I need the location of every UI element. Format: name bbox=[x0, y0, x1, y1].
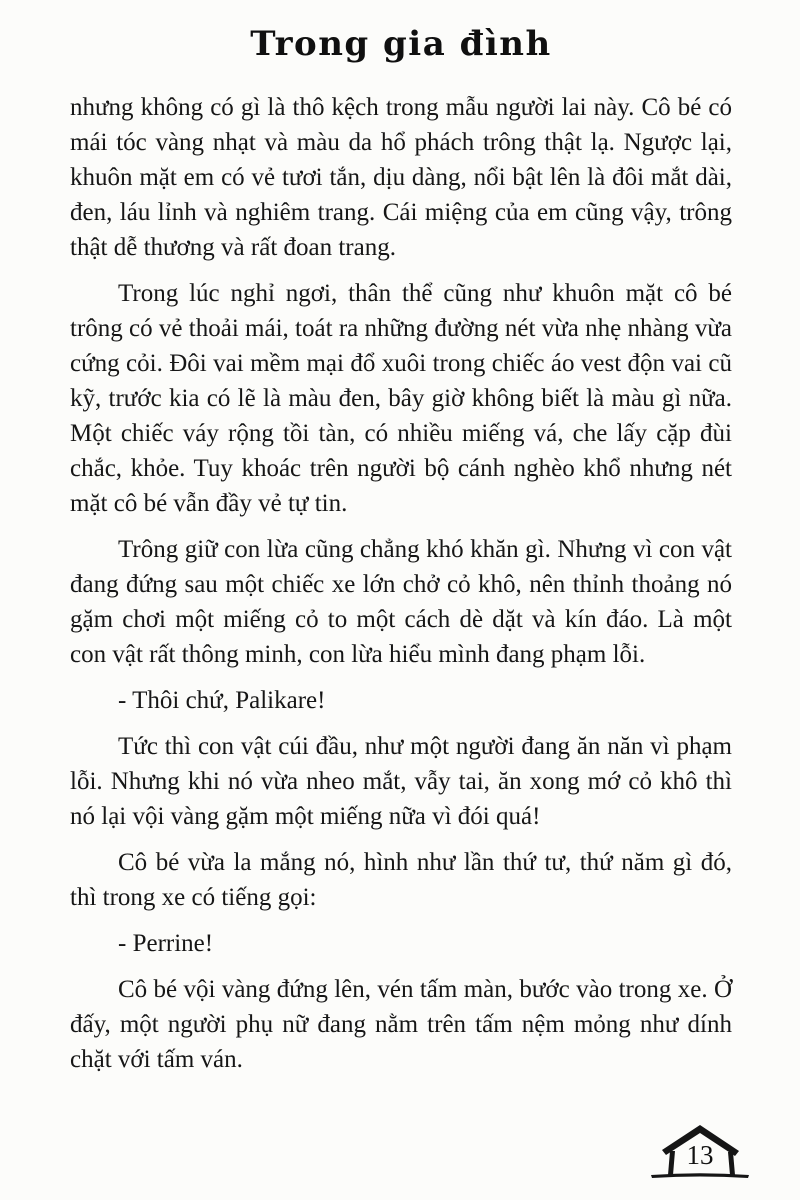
paragraph-3: Trông giữ con lừa cũng chẳng khó khăn gì. Nhưng vì con vật đang đứng sau một chiếc xe lớn chở cỏ khô, nên thỉnh thoảng nó gặm chơi một miếng cỏ to một cách dè dặt và kín đáo. Là một con vật rất thông minh, con lừa hiểu mình đang phạm lỗi. bbox=[70, 536, 732, 668]
paragraph-8: Cô bé vội vàng đứng lên, vén tấm màn, bước vào trong xe. Ở đấy, một người phụ nữ đang nằm trên tấm nệm mỏng như dính chặt với tấm ván. bbox=[70, 976, 732, 1073]
paragraph-4: - Thôi chứ, Palikare! bbox=[118, 687, 326, 714]
paragraph-5: Tức thì con vật cúi đầu, như một người đang ăn năn vì phạm lỗi. Nhưng khi nó vừa nheo mắt, vẫy tai, ăn xong mớ cỏ khô thì nó lại vội vàng gặm một miếng nữa vì đói quá! bbox=[70, 733, 732, 830]
paragraph-1: nhưng không có gì là thô kệch trong mẫu người lai này. Cô bé có mái tóc vàng nhạt và màu da hổ phách trông thật lạ. Ngược lại, khuôn mặt em có vẻ tươi tắn, dịu dàng, nổi bật lên là đôi mắt dài, đen, láu lỉnh và nghiêm trang. Cái miệng của em cũng vậy, trông thật dễ thương và rất đoan trang. bbox=[70, 94, 732, 261]
page-number-house-badge bbox=[648, 1118, 752, 1184]
page-number: 13 bbox=[686, 1140, 714, 1170]
page-body bbox=[70, 90, 732, 1077]
chapter-title: Trong gia đình bbox=[250, 24, 552, 64]
paragraph-6: Cô bé vừa la mắng nó, hình như lần thứ tư, thứ năm gì đó, thì trong xe có tiếng gọi: bbox=[70, 849, 732, 911]
paragraph-7: - Perrine! bbox=[118, 930, 214, 957]
paragraph-2: Trong lúc nghỉ ngơi, thân thể cũng như khuôn mặt cô bé trông có vẻ thoải mái, toát ra những đường nét vừa nhẹ nhàng vừa cứng cỏi. Đôi vai mềm mại đổ xuôi trong chiếc áo vest độn vai cũ kỹ, trước kia có lẽ là màu đen, bây giờ không biết là màu gì nữa. Một chiếc váy rộng tồi tàn, có nhiều miếng vá, che lấy cặp đùi chắc, khỏe. Tuy khoác trên người bộ cánh nghèo khổ nhưng nét mặt cô bé vẫn đầy vẻ tự tin. bbox=[70, 280, 732, 517]
